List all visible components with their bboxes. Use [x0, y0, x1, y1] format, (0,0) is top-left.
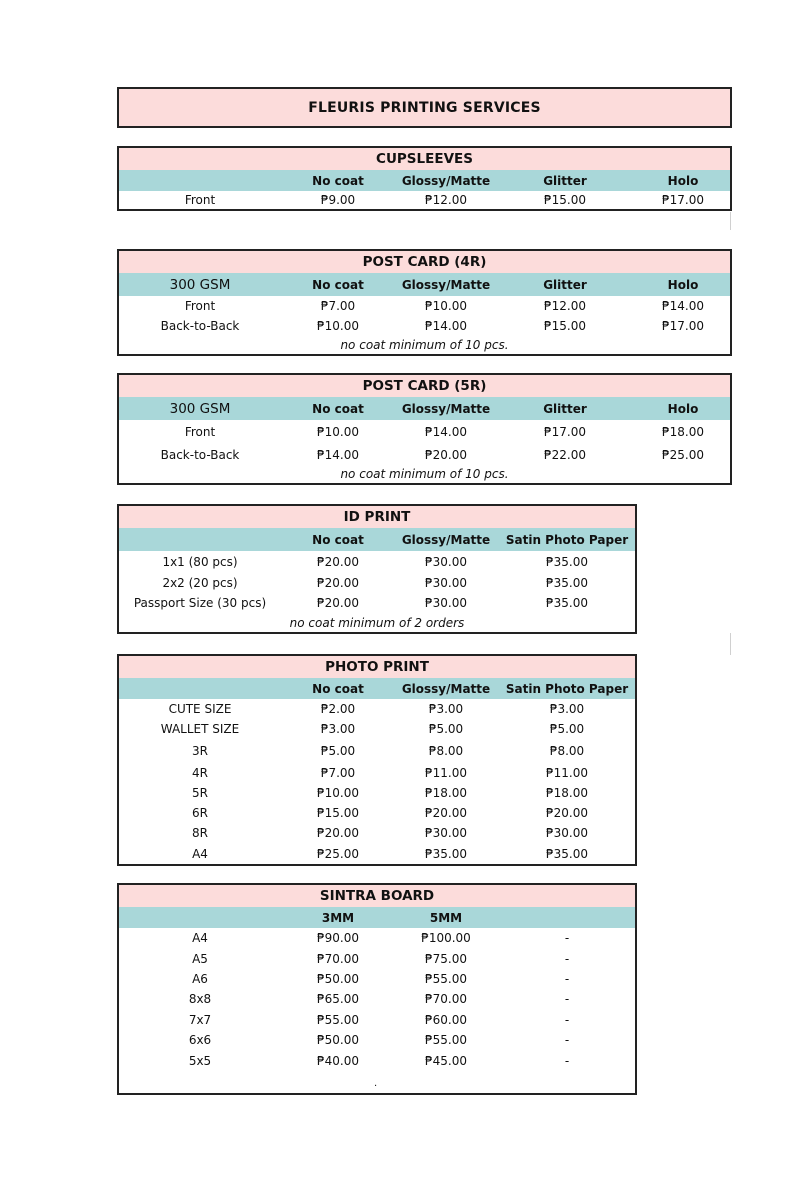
row-label: Front: [184, 425, 216, 439]
row-label: Front: [184, 193, 216, 207]
header-no-coat: No coat: [312, 681, 364, 696]
row-label: 4R: [192, 765, 208, 780]
table-row: [119, 719, 635, 739]
row-label: CUTE SIZE: [168, 702, 232, 716]
header-row: [119, 273, 730, 296]
row-label: 2x2 (20 pcs): [162, 576, 238, 590]
header-no-coat: No coat: [312, 401, 364, 416]
header-holo: Holo: [667, 401, 699, 416]
price-cell: ₱55.00: [317, 1012, 359, 1027]
price-cell: ₱18.00: [546, 786, 588, 800]
table-row: [119, 783, 635, 803]
price-cell: ₱20.00: [317, 576, 359, 590]
price-cell: ₱17.00: [662, 193, 704, 207]
photo-print-table: [117, 654, 637, 866]
table-row: [119, 551, 635, 573]
price-cell: ₱3.00: [320, 722, 356, 736]
empty-cell: -: [564, 992, 570, 1006]
table-row: [119, 969, 635, 989]
price-cell: ₱45.00: [425, 1054, 467, 1068]
sintra-board-table: [117, 883, 637, 1095]
price-cell: ₱55.00: [425, 1032, 467, 1047]
header-holo: Holo: [667, 173, 699, 188]
table-row: [119, 573, 635, 593]
header-gsm: 300 GSM: [169, 276, 231, 293]
table-row: [119, 1009, 635, 1030]
header-row: [119, 907, 635, 928]
header-row: [119, 528, 635, 551]
header-glitter: Glitter: [543, 401, 587, 416]
row-label: A4: [192, 931, 208, 945]
header-glossy-matte: Glossy/Matte: [401, 532, 491, 547]
section-title: [119, 656, 635, 678]
section-title: [119, 885, 635, 907]
row-label: 3R: [192, 743, 208, 758]
cupsleeves-table: [117, 146, 732, 211]
empty-cell: -: [564, 972, 570, 986]
header-row: [119, 170, 730, 191]
minimum-note: no coat minimum of 2 orders: [289, 615, 465, 630]
price-cell: ₱8.00: [549, 743, 585, 758]
table-row: [119, 928, 635, 948]
price-cell: ₱15.00: [317, 806, 359, 820]
price-cell: ₱10.00: [317, 319, 359, 333]
row-label: 6x6: [188, 1032, 212, 1047]
row-label: 6R: [192, 806, 208, 820]
price-cell: ₱60.00: [425, 1012, 467, 1027]
price-cell: ₱20.00: [317, 555, 359, 569]
price-cell: ₱50.00: [317, 1032, 359, 1047]
row-label: A5: [192, 951, 208, 966]
price-cell: ₱10.00: [317, 786, 359, 800]
id-print-table: [117, 504, 637, 634]
price-cell: ₱5.00: [549, 722, 585, 736]
postcard-4r-title: POST CARD (4R): [362, 254, 487, 270]
section-title: [119, 506, 635, 528]
header-satin-photo-paper: Satin Photo Paper: [505, 681, 629, 696]
section-title: [119, 375, 730, 397]
price-cell: ₱20.00: [546, 806, 588, 820]
price-cell: ₱55.00: [425, 972, 467, 986]
row-label: 8x8: [188, 992, 212, 1006]
postcard-4r-table: [117, 249, 732, 356]
header-glossy-matte: Glossy/Matte: [401, 277, 491, 292]
row-label: 7x7: [188, 1012, 212, 1027]
header-glossy-matte: Glossy/Matte: [401, 401, 491, 416]
table-row: [119, 948, 635, 969]
header-no-coat: No coat: [312, 277, 364, 292]
price-cell: ₱11.00: [425, 765, 467, 780]
price-cell: ₱75.00: [425, 951, 467, 966]
section-title: [119, 148, 730, 170]
price-cell: ₱7.00: [320, 765, 356, 780]
header-row: [119, 678, 635, 699]
price-cell: ₱9.00: [320, 193, 356, 207]
id-print-title: ID PRINT: [343, 509, 411, 525]
header-glitter: Glitter: [543, 173, 587, 188]
postcard-5r-title: POST CARD (5R): [362, 378, 487, 394]
row-label: Front: [184, 299, 216, 313]
price-cell: ₱2.00: [320, 702, 356, 716]
price-cell: ₱40.00: [317, 1054, 359, 1068]
header-glitter: Glitter: [543, 277, 587, 292]
cupsleeves-title: CUPSLEEVES: [376, 151, 473, 167]
price-cell: ₱12.00: [544, 299, 586, 313]
price-cell: ₱5.00: [428, 722, 464, 736]
row-label: WALLET SIZE: [160, 722, 240, 736]
price-cell: ₱12.00: [425, 193, 467, 207]
table-row: [119, 593, 635, 613]
price-cell: ₱65.00: [317, 992, 359, 1006]
table-row: [119, 316, 730, 336]
row-label: 8R: [192, 826, 208, 840]
price-cell: ₱10.00: [425, 299, 467, 313]
row-label: A4: [192, 846, 208, 861]
footer-dot: .: [374, 1077, 378, 1089]
header-3mm: 3MM: [321, 910, 355, 925]
table-row: [119, 1030, 635, 1049]
price-cell: ₱70.00: [317, 951, 359, 966]
row-label: Back-to-Back: [160, 319, 240, 333]
price-cell: ₱20.00: [317, 826, 359, 840]
header-holo: Holo: [667, 277, 699, 292]
empty-cell: -: [564, 931, 570, 945]
gridline-tick: [730, 633, 731, 655]
table-row: [119, 444, 730, 465]
price-cell: ₱5.00: [320, 743, 356, 758]
price-cell: ₱30.00: [546, 826, 588, 840]
empty-cell: -: [564, 951, 570, 966]
row-label: 5R: [192, 786, 208, 800]
price-cell: ₱7.00: [320, 299, 356, 313]
price-cell: ₱25.00: [662, 447, 704, 462]
price-cell: ₱14.00: [425, 319, 467, 333]
price-cell: ₱20.00: [317, 596, 359, 610]
price-cell: ₱11.00: [546, 765, 588, 780]
price-cell: ₱35.00: [425, 846, 467, 861]
photo-print-title: PHOTO PRINT: [325, 659, 429, 675]
price-cell: ₱22.00: [544, 447, 586, 462]
price-cell: ₱20.00: [425, 447, 467, 462]
minimum-note: no coat minimum of 10 pcs.: [340, 467, 509, 481]
table-row: [119, 762, 635, 783]
price-cell: ₱30.00: [425, 826, 467, 840]
sintra-board-title: SINTRA BOARD: [319, 888, 435, 904]
price-cell: ₱20.00: [425, 806, 467, 820]
table-row: [119, 296, 730, 316]
page-title-text: FLEURIS PRINTING SERVICES: [308, 99, 541, 116]
price-cell: ₱14.00: [662, 299, 704, 313]
table-row: [119, 699, 635, 719]
price-cell: ₱35.00: [546, 596, 588, 610]
price-cell: ₱14.00: [425, 425, 467, 439]
table-row: [119, 823, 635, 843]
price-cell: ₱30.00: [425, 555, 467, 569]
price-cell: ₱35.00: [546, 576, 588, 590]
table-row: [119, 739, 635, 762]
price-cell: ₱90.00: [317, 931, 359, 945]
empty-cell: -: [564, 1054, 570, 1068]
price-cell: ₱18.00: [425, 786, 467, 800]
table-row: [119, 191, 730, 209]
header-row: [119, 397, 730, 420]
header-no-coat: No coat: [312, 173, 364, 188]
price-cell: ₱15.00: [544, 319, 586, 333]
price-cell: ₱35.00: [546, 555, 588, 569]
price-cell: ₱14.00: [317, 447, 359, 462]
header-glossy-matte: Glossy/Matte: [401, 173, 491, 188]
empty-cell: -: [564, 1032, 570, 1047]
table-row: [119, 843, 635, 864]
row-label: A6: [192, 972, 208, 986]
header-satin-photo-paper: Satin Photo Paper: [505, 532, 629, 547]
price-cell: ₱3.00: [549, 702, 585, 716]
price-cell: ₱35.00: [546, 846, 588, 861]
price-cell: ₱70.00: [425, 992, 467, 1006]
header-5mm: 5MM: [429, 910, 463, 925]
price-cell: ₱18.00: [662, 425, 704, 439]
price-cell: ₱17.00: [662, 319, 704, 333]
table-row: [119, 803, 635, 823]
price-cell: ₱100.00: [421, 931, 471, 945]
price-cell: ₱30.00: [425, 576, 467, 590]
gridline-tick: [730, 212, 731, 230]
minimum-note: no coat minimum of 10 pcs.: [340, 338, 509, 352]
section-title: [119, 251, 730, 273]
table-row: [119, 420, 730, 444]
table-row: [119, 989, 635, 1009]
row-label: 1x1 (80 pcs): [162, 555, 238, 569]
price-cell: ₱10.00: [317, 425, 359, 439]
price-cell: ₱15.00: [544, 193, 586, 207]
header-gsm: 300 GSM: [169, 400, 231, 417]
row-label: Passport Size (30 pcs): [133, 596, 267, 610]
row-label: Back-to-Back: [160, 447, 240, 462]
empty-cell: -: [564, 1012, 570, 1027]
postcard-5r-table: [117, 373, 732, 485]
header-no-coat: No coat: [312, 532, 364, 547]
price-cell: ₱17.00: [544, 425, 586, 439]
header-glossy-matte: Glossy/Matte: [401, 681, 491, 696]
row-label: 5x5: [188, 1054, 212, 1068]
table-row: [119, 1049, 635, 1073]
page-title: [117, 87, 732, 128]
price-cell: ₱50.00: [317, 972, 359, 986]
price-cell: ₱30.00: [425, 596, 467, 610]
price-cell: ₱3.00: [428, 702, 464, 716]
price-cell: ₱25.00: [317, 846, 359, 861]
price-cell: ₱8.00: [428, 743, 464, 758]
